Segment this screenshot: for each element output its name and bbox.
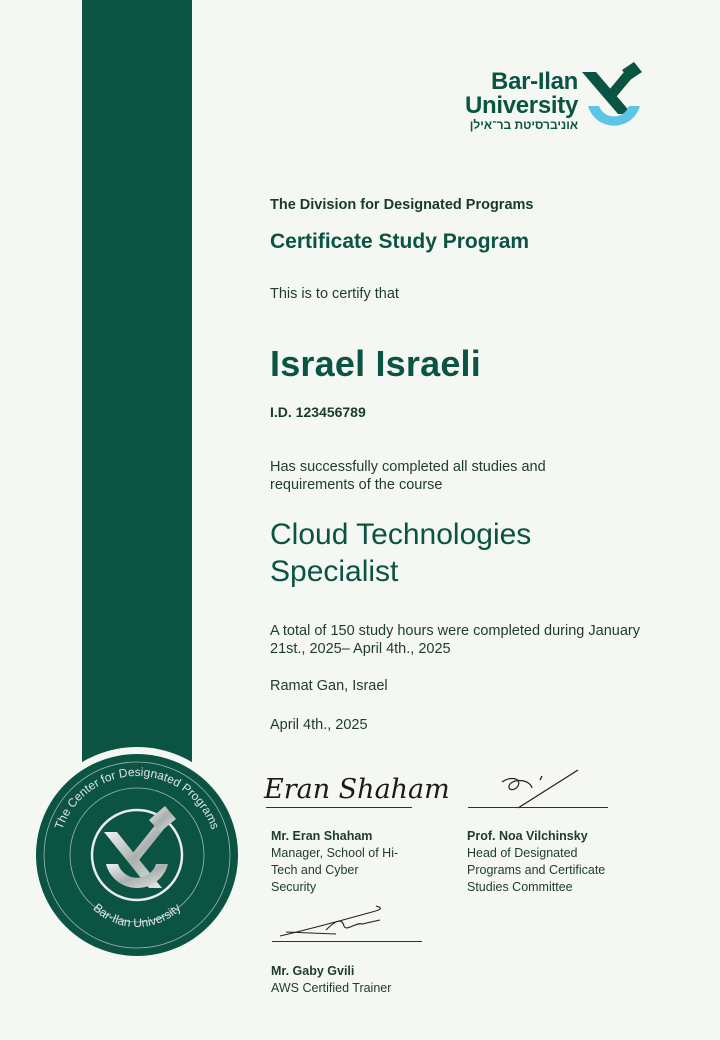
bar-ilan-logo	[448, 62, 658, 140]
signer-title: Manager, School of Hi-Tech and Cyber Security	[271, 846, 399, 894]
issue-date: April 4th., 2025	[270, 717, 368, 733]
signer-name: Mr. Gaby Gvili	[271, 964, 355, 978]
logo-hebrew-text: אוניברסיטת בר־אילן	[469, 118, 578, 132]
signature-line-2	[468, 807, 608, 808]
location: Ramat Gan, Israel	[270, 678, 388, 694]
course-name: Cloud Technologies Specialist	[270, 518, 532, 588]
signature-noa-vilchinsky	[496, 768, 586, 812]
seal-emblem	[28, 746, 246, 964]
signature-gaby-gvili	[276, 902, 396, 942]
signer-block-3	[271, 963, 441, 997]
signature-line-3	[272, 941, 422, 942]
center-seal	[28, 746, 246, 964]
signature-line-1	[266, 807, 412, 808]
program-title: Certificate Study Program	[270, 230, 530, 253]
recipient-id: I.D. 123456789	[270, 404, 366, 420]
signer-title: AWS Certified Trainer	[271, 981, 392, 995]
signature-eran-shaham	[262, 766, 450, 808]
signature-script: Eran Shaham	[264, 774, 450, 805]
logo-emblem-icon	[574, 62, 654, 140]
signer-title: Head of Designated Programs and Certificate Studies Committee	[467, 846, 606, 894]
seal-bottom-text: Bar-Ilan University	[90, 900, 184, 931]
study-hours-statement: A total of 150 study hours were completed during January 21st., 2025– April 4th., 2025	[270, 623, 640, 657]
signer-block-2	[467, 828, 637, 896]
recipient-name: Israel Israeli	[270, 343, 481, 384]
signer-name: Prof. Noa Vilchinsky	[467, 829, 588, 843]
certificate-ribbon	[82, 0, 192, 800]
signer-name: Mr. Eran Shaham	[271, 829, 373, 843]
seal-top-text: The Center for Designated Programs	[51, 764, 223, 832]
logo-text-line2: University	[464, 92, 578, 119]
division-title: The Division for Designated Programs	[270, 197, 534, 213]
logo-text-line1: Bar-Ilan	[491, 68, 578, 95]
completion-statement: Has successfully completed all studies and requirements of the course	[270, 459, 546, 493]
certify-intro: This is to certify that	[270, 286, 399, 302]
signer-block-1	[271, 828, 431, 896]
